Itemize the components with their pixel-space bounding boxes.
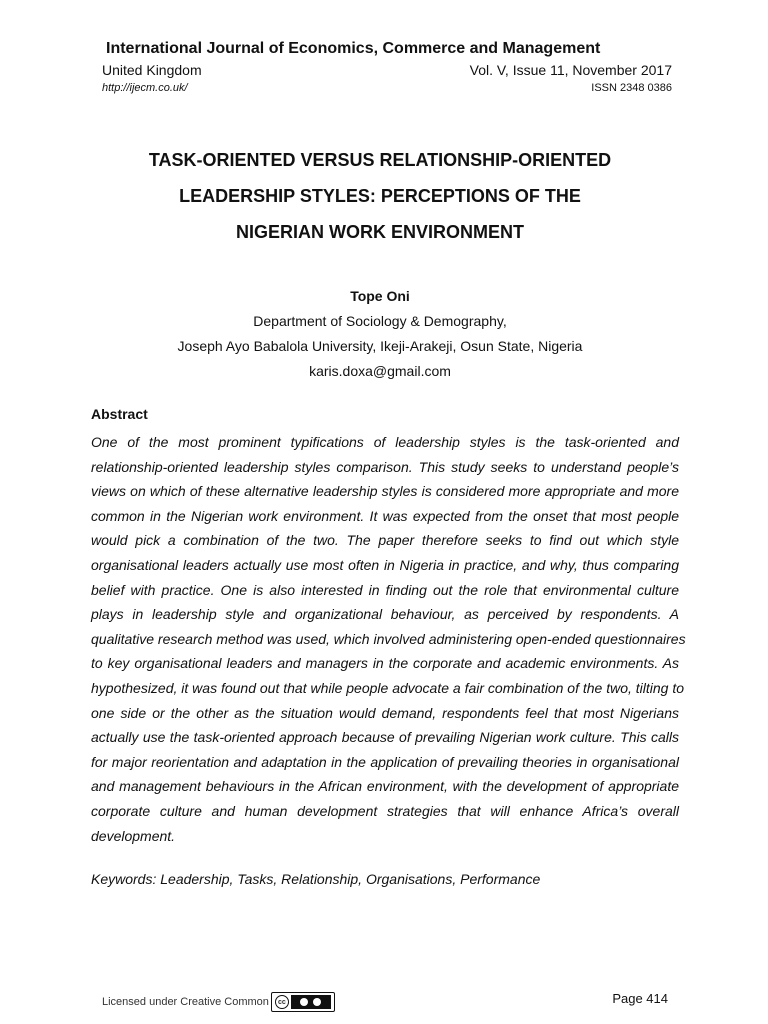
abstract-line: to key organisational leaders and managers in the corporate and academic environments. As — [91, 655, 679, 672]
journal-volume: Vol. V, Issue 11, November 2017 — [469, 62, 672, 78]
license-text: Licensed under Creative Common — [102, 996, 269, 1008]
paper-title-line: TASK-ORIENTED VERSUS RELATIONSHIP-ORIENTED — [148, 150, 612, 170]
abstract-line: for major reorientation and adaptation in the application of prevailing theories in organisational — [91, 753, 679, 770]
abstract-line: actually use the task-oriented approach because of prevailing Nigerian work culture. This calls — [91, 729, 679, 746]
abstract-line: corporate culture and human development strategies that will enhance Africa’s overall — [91, 802, 679, 819]
abstract-line: belief with practice. One is also interested in finding out the role that environmental culture — [91, 581, 679, 598]
abstract-line: hypothesized, it was found out that while people advocate a fair combination of the two, tilting to — [91, 679, 685, 696]
abstract-line: and management behaviours in the African environment, with the development of appropriate — [91, 778, 679, 795]
author-department: Department of Sociology & Demography, — [253, 313, 507, 329]
abstract-line: development. — [91, 827, 176, 844]
abstract-line: relationship-oriented leadership styles comparison. This study seeks to understand people’s — [91, 458, 679, 475]
abstract-line: organisational leaders actually use most often in Nigeria in practice, and why, thus comparing — [91, 556, 679, 573]
journal-title: International Journal of Economics, Commerce and Management — [106, 40, 601, 57]
cc-logo-icon: cc — [275, 995, 289, 1009]
author-name: Tope Oni — [350, 288, 410, 304]
paper-title-line: NIGERIAN WORK ENVIRONMENT — [236, 222, 524, 242]
paper-title-line: LEADERSHIP STYLES: PERCEPTIONS OF THE — [179, 186, 581, 206]
journal-url[interactable]: http://ijecm.co.uk/ — [102, 82, 188, 94]
abstract-line: views on which of these alternative leadership styles is considered more appropriate and more — [91, 483, 679, 500]
journal-country: United Kingdom — [102, 62, 202, 78]
paper-title — [90, 142, 670, 250]
abstract-heading: Abstract — [91, 406, 148, 422]
license-note — [102, 992, 335, 1012]
creative-commons-badge-icon[interactable] — [271, 992, 335, 1012]
abstract-line: qualitative research method was used, which involved administering open-ended questionnaires — [91, 630, 686, 647]
journal-issn: ISSN 2348 0386 — [591, 82, 672, 94]
page-number: Page 414 — [612, 991, 668, 1006]
author-block — [90, 284, 670, 384]
cc-by-nc-icon — [291, 995, 331, 1009]
abstract-line: one side or the other as the situation would demand, respondents feel that most Nigerians — [91, 704, 679, 721]
abstract-line: common in the Nigerian work environment. It was expected from the onset that most people — [91, 507, 679, 524]
keywords: Keywords: Leadership, Tasks, Relationship, Organisations, Performance — [91, 871, 541, 887]
author-institution: Joseph Ayo Babalola University, Ikeji-Arakeji, Osun State, Nigeria — [177, 338, 583, 354]
abstract-body — [91, 430, 686, 848]
author-email[interactable]: karis.doxa@gmail.com — [309, 363, 451, 379]
abstract-line: plays in leadership style and organizational behaviour, as perceived by respondents. A — [91, 606, 679, 623]
abstract-line: would pick a combination of the two. The paper therefore seeks to find out which style — [91, 532, 679, 549]
abstract-line: One of the most prominent typifications of leadership styles is the task-oriented and — [91, 434, 679, 450]
